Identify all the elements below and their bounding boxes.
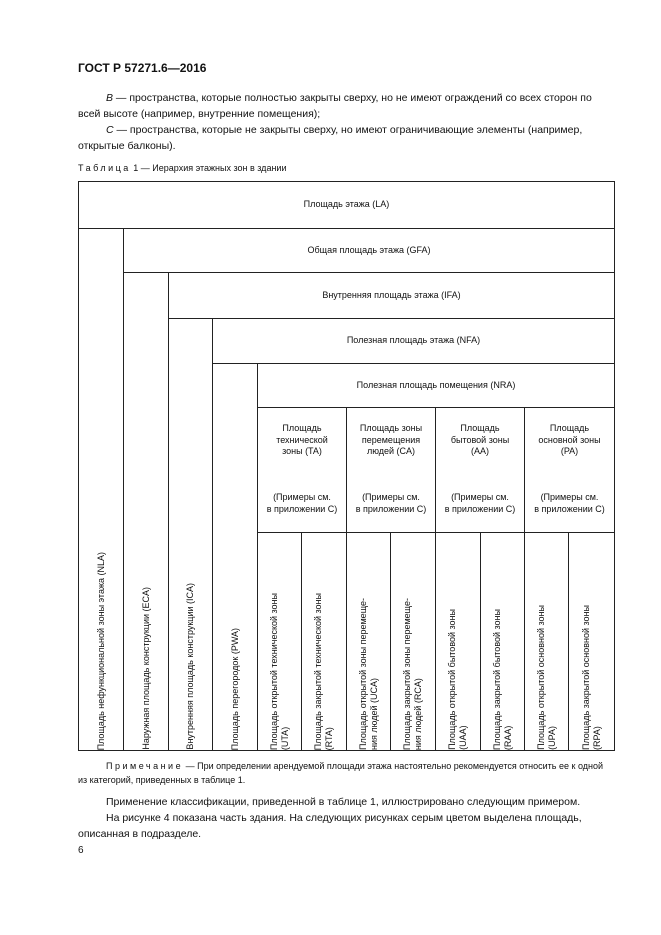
table-caption-text: 1 — Иерархия этажных зон в здании — [130, 163, 287, 173]
col-nla: Площадь нефункциональной зоны этажа (NLA) — [95, 551, 106, 750]
zone-pa-title: Площадь основной зоны (PA) — [538, 423, 601, 456]
col-raa: Площадь закрытой бытовой зоны (RAA) — [491, 608, 513, 750]
paragraph-figure-4: На рисунке 4 показана часть здания. На следующих рисунках серым цветом выделена площадь, описанная в подразделе. — [78, 812, 582, 840]
definition-c-text: — пространства, которые не закрыты сверху, но имеют ограничивающие элементы (например, открытые балконы). — [78, 124, 583, 152]
col-eca: Наружная площадь конструкции (ECA) — [140, 587, 151, 750]
col-pwa: Площадь перегородок (PWA) — [229, 627, 240, 750]
zone-aa-examples: (Примеры см. в приложении С) — [444, 492, 516, 514]
zone-aa-title: Площадь бытовой зоны (АА) — [450, 423, 510, 456]
col-rta: Площадь закрытой технической зоны (RTA) — [313, 592, 334, 750]
row-ifa: Внутренняя площадь этажа (IFA) — [322, 289, 461, 300]
letter-b: B — [106, 92, 114, 104]
col-uta: Площадь открытой технической зоны (UTA) — [268, 592, 290, 750]
col-upa: Площадь открытой основной зоны (UPA) — [535, 605, 557, 750]
definition-c — [78, 122, 614, 154]
row-nra: Полезная площадь помещения (NRA) — [356, 379, 516, 390]
col-uca: Площадь открытой зоны перемеще- ния людей (UCA) — [357, 598, 379, 750]
letter-c: C — [106, 124, 114, 136]
table-caption — [78, 163, 286, 173]
row-la: Площадь этажа (LA) — [303, 199, 390, 210]
definition-b — [78, 90, 614, 122]
zone-ca-examples: (Примеры см. в приложении С) — [355, 492, 427, 514]
col-uaa: Площадь открытой бытовой зоны (UAA) — [447, 609, 468, 750]
table-caption-label: Таблица — [78, 163, 131, 173]
document-header: ГОСТ Р 57271.6—2016 — [78, 61, 207, 75]
zone-ta-examples: (Примеры см. в приложении С) — [266, 492, 338, 514]
paragraph-classification: Применение классификации, приведенной в таблице 1, иллюстрировано следующим примером. — [106, 796, 581, 808]
row-nfa: Полезная площадь этажа (NFA) — [346, 335, 481, 346]
note-text: — При определении арендуемой площади этажа настоятельно рекомендуется относить ее к одной из категорий, приведенных в таблице 1. — [78, 761, 604, 785]
zone-pa-examples: (Примеры см. в приложении С) — [534, 492, 605, 514]
col-ica: Внутренняя площадь конструкции (ICA) — [185, 583, 195, 750]
table-note — [78, 759, 614, 787]
page-number: 6 — [78, 845, 84, 856]
zone-ca-title: Площадь зоны перемещения людей (CA) — [359, 423, 423, 456]
note-label: Примечание — [106, 761, 184, 771]
col-rca: Площадь закрытой зоны перемеще- ния людей (RCA) — [402, 597, 423, 750]
row-gfa: Общая площадь этажа (GFA) — [307, 244, 431, 255]
definition-b-text: — пространства, которые полностью закрыты сверху, но не имеют ограждений со всех сторон по всей высоте (например, внутренние помещения); — [78, 92, 592, 120]
col-rpa: Площадь закрытой основной зоны (RPA) — [580, 604, 602, 750]
zone-ta-title: Площадь технической зоны (TA) — [276, 423, 328, 456]
